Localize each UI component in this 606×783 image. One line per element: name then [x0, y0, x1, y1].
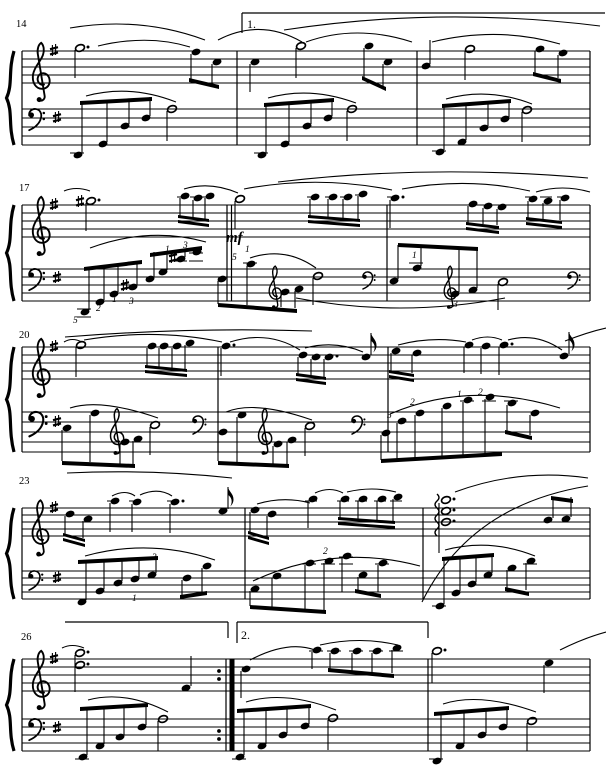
fingering-number: 1	[132, 594, 137, 604]
sharp-sign	[53, 724, 61, 731]
augmentation-dot	[444, 649, 447, 652]
slur	[565, 328, 606, 341]
quarter-notehead	[90, 409, 101, 418]
sharp-sign	[53, 274, 61, 281]
bass-clef	[568, 272, 581, 289]
dynamic-marking: mf	[226, 230, 243, 246]
beam	[533, 72, 561, 83]
quarter-notehead	[391, 347, 402, 356]
quarter-notehead	[393, 493, 404, 502]
treble-clef-glyph	[114, 451, 118, 455]
half-notehead	[465, 45, 476, 54]
sharp-sign	[169, 254, 177, 261]
treble-clef-glyph	[111, 409, 124, 454]
quarter-notehead	[499, 341, 510, 350]
bass-clef-glyph	[43, 272, 46, 275]
system-brace	[7, 205, 15, 301]
quarter-notehead	[390, 194, 401, 203]
repeat-dot	[217, 737, 221, 741]
bass-clef-glyph	[363, 423, 365, 425]
slur	[320, 641, 398, 646]
fingering-number: 2	[323, 547, 328, 557]
fingering-number: 5	[232, 253, 237, 263]
beam	[80, 703, 148, 711]
system-brace	[7, 51, 15, 145]
system-brace	[7, 659, 15, 751]
beam	[78, 556, 158, 564]
slur	[218, 29, 302, 42]
quarter-notehead	[528, 195, 539, 204]
quarter-notehead	[180, 192, 191, 201]
quarter-notehead	[205, 192, 216, 201]
eighth-flag	[371, 333, 377, 353]
eighth-flag	[228, 487, 234, 507]
quarter-notehead	[182, 574, 193, 583]
slur	[244, 182, 392, 190]
bass-clef-glyph	[352, 416, 362, 434]
beam	[398, 243, 478, 251]
quarter-notehead	[340, 495, 351, 504]
quarter-notehead	[221, 342, 232, 351]
slur	[398, 340, 466, 345]
slur	[432, 34, 560, 44]
bass-clef-glyph	[363, 272, 373, 289]
slur	[67, 472, 232, 478]
quarter-notehead	[535, 45, 546, 54]
fingering-number: 1	[412, 251, 417, 261]
quarter-notehead	[497, 203, 508, 212]
half-notehead	[328, 714, 339, 723]
quarter-notehead	[218, 428, 229, 437]
augmentation-dot	[336, 355, 339, 358]
fingering-number: 3	[129, 297, 134, 307]
half-notehead	[235, 195, 246, 204]
treble-clef	[269, 266, 281, 309]
quarter-notehead	[132, 498, 143, 507]
quarter-notehead	[287, 436, 298, 445]
quarter-notehead	[172, 342, 183, 351]
bass-clef-glyph	[43, 112, 46, 115]
quarter-notehead	[191, 48, 202, 57]
augmentation-dot	[182, 500, 185, 503]
quarter-notehead	[312, 646, 323, 655]
quarter-notehead	[308, 495, 319, 504]
fingering-number: 1	[112, 295, 117, 305]
quarter-notehead	[442, 402, 453, 411]
treble-clef-glyph	[37, 705, 42, 710]
beam	[434, 706, 509, 716]
quarter-notehead	[415, 409, 426, 418]
treble-clef-glyph	[269, 266, 281, 308]
bass-clef-glyph	[363, 418, 365, 420]
bass-clef	[193, 416, 207, 434]
bass-clef-glyph	[43, 278, 46, 281]
bass-clef-glyph	[29, 412, 43, 436]
bass-clef-glyph	[579, 274, 581, 276]
bass-clef-glyph	[41, 573, 43, 575]
beam	[218, 303, 297, 313]
quarter-notehead	[273, 440, 284, 449]
bass-clef-glyph	[374, 279, 376, 281]
treble-clef	[33, 651, 50, 710]
treble-clef-glyph	[36, 552, 41, 557]
bass-clef-glyph	[29, 269, 41, 290]
quarter-notehead	[328, 193, 339, 202]
slur	[278, 172, 588, 182]
treble-clef-glyph	[259, 409, 272, 454]
beam	[355, 589, 381, 598]
half-notehead	[527, 717, 538, 726]
bass-clef-glyph	[45, 422, 48, 425]
quarter-notehead	[110, 497, 121, 506]
slur	[536, 188, 590, 192]
slur	[402, 183, 530, 191]
fingering-number: 1	[245, 245, 250, 255]
slur	[70, 24, 205, 40]
bass-clef-glyph	[43, 118, 46, 121]
augmentation-dot	[453, 520, 456, 523]
system-brace	[7, 347, 15, 452]
slur	[98, 40, 190, 47]
fingering-number: 2	[96, 304, 101, 314]
sharp-sign	[76, 198, 84, 205]
slur	[140, 491, 172, 496]
bass-clef-glyph	[204, 423, 206, 425]
quarter-notehead	[170, 498, 181, 507]
quarter-notehead	[463, 396, 474, 405]
quarter-notehead	[147, 342, 158, 351]
quarter-notehead	[485, 393, 496, 402]
bass-clef-glyph	[568, 272, 578, 289]
quarter-notehead	[377, 495, 388, 504]
slur	[257, 500, 310, 504]
quarter-notehead	[507, 399, 518, 408]
slur	[64, 189, 90, 192]
bass-clef-glyph	[29, 719, 41, 740]
bass-clef-glyph	[41, 579, 43, 581]
quarter-notehead	[311, 353, 322, 362]
volta-label: 1.	[247, 17, 256, 31]
fingering-number: 2	[478, 388, 483, 398]
quarter-notehead	[352, 647, 363, 656]
slur	[315, 490, 343, 494]
half-notehead	[305, 422, 316, 431]
bass-clef	[352, 416, 366, 434]
quarter-notehead	[544, 659, 555, 668]
fingering-number: 3	[152, 553, 157, 563]
fingering-number: 1	[457, 390, 462, 400]
treble-clef-glyph	[37, 97, 42, 102]
slur	[305, 345, 363, 352]
augmentation-dot	[98, 199, 101, 202]
sharp-sign	[121, 282, 129, 289]
measure-number: 17	[19, 183, 30, 194]
slur	[284, 17, 600, 30]
quarter-notehead	[62, 424, 73, 433]
slur	[250, 254, 316, 268]
beam	[551, 496, 573, 503]
augmentation-dot	[453, 509, 456, 512]
slur	[84, 334, 222, 342]
slur	[472, 337, 502, 340]
quarter-notehead	[559, 352, 570, 361]
quarter-notehead	[202, 562, 213, 571]
quarter-notehead	[560, 194, 571, 203]
beam	[218, 461, 289, 468]
measure-number: 20	[19, 330, 30, 341]
quarter-notehead	[543, 197, 554, 206]
repeat-dot	[217, 729, 221, 733]
quarter-notehead	[364, 42, 375, 51]
bass-clef-glyph	[579, 279, 581, 281]
measure-number: 23	[19, 476, 30, 487]
measure-number: 26	[21, 632, 32, 643]
half-notehead	[296, 42, 307, 51]
fingering-number: 2	[410, 398, 415, 408]
half-notehead	[441, 496, 452, 505]
quarter-notehead	[342, 552, 353, 561]
bass-clef-glyph	[45, 415, 48, 418]
quarter-notehead	[358, 495, 369, 504]
half-notehead	[86, 197, 97, 206]
quarter-notehead	[298, 351, 309, 360]
eighth-flag	[569, 332, 575, 352]
quarter-notehead	[310, 193, 321, 202]
half-notehead	[75, 661, 86, 670]
quarter-notehead	[267, 510, 278, 519]
bass-clef	[363, 272, 376, 289]
augmentation-dot	[453, 498, 456, 501]
slur	[62, 646, 84, 649]
quarter-notehead	[361, 353, 372, 362]
treble-clef	[33, 197, 50, 256]
fingering-number: 1	[165, 245, 170, 255]
bass-clef-glyph	[204, 418, 206, 420]
repeat-dot	[217, 677, 221, 681]
quarter-notehead	[397, 417, 408, 426]
quarter-notehead	[543, 516, 554, 525]
quarter-notehead	[343, 193, 354, 202]
quarter-notehead	[250, 506, 261, 515]
quarter-notehead	[241, 665, 252, 674]
quarter-notehead	[358, 190, 369, 199]
fingering-number: 5	[387, 411, 392, 421]
fingering-number: 3	[453, 300, 458, 310]
augmentation-dot	[87, 651, 90, 654]
quarter-notehead	[481, 342, 492, 351]
slur	[230, 338, 300, 351]
treble-clef	[33, 339, 50, 398]
system-brace	[7, 508, 15, 599]
quarter-notehead	[468, 200, 479, 209]
repeat-dot	[217, 669, 221, 673]
slur	[184, 186, 238, 193]
half-notehead	[75, 649, 86, 658]
quarter-notehead	[159, 342, 170, 351]
quarter-notehead	[483, 202, 494, 211]
augmentation-dot	[87, 46, 90, 49]
augmentation-dot	[511, 343, 514, 346]
beam	[328, 668, 394, 678]
quarter-notehead	[330, 647, 341, 656]
bass-clef	[29, 719, 45, 740]
beam	[237, 704, 311, 713]
treble-clef-glyph	[262, 451, 266, 455]
slur	[250, 647, 315, 660]
quarter-notehead	[65, 510, 76, 519]
slur	[112, 493, 135, 497]
quarter-notehead	[193, 194, 204, 203]
beam	[442, 99, 511, 108]
beam	[80, 97, 152, 105]
bass-clef	[29, 412, 48, 436]
quarter-notehead	[412, 349, 423, 358]
quarter-notehead	[324, 353, 335, 362]
slur	[65, 330, 312, 337]
bass-clef-glyph	[374, 274, 376, 276]
treble-clef	[33, 43, 50, 102]
measure-number: 14	[16, 19, 27, 30]
beam	[505, 587, 529, 596]
quarter-notehead	[185, 339, 196, 348]
quarter-notehead	[381, 429, 392, 438]
bass-clef	[29, 269, 45, 290]
augmentation-dot	[402, 196, 405, 199]
quarter-notehead	[530, 409, 541, 418]
fingering-number: 3	[183, 241, 188, 251]
fingering-number: 5	[73, 316, 78, 326]
quarter-notehead	[372, 647, 383, 656]
augmentation-dot	[87, 663, 90, 666]
half-notehead	[313, 272, 324, 281]
treble-clef	[33, 500, 49, 556]
quarter-notehead	[120, 438, 131, 447]
volta-label: 2.	[241, 628, 250, 642]
beam	[250, 605, 326, 614]
slur	[560, 632, 606, 650]
half-notehead	[522, 106, 533, 115]
half-notehead	[432, 647, 443, 656]
augmentation-dot	[233, 344, 236, 347]
slur	[306, 33, 412, 42]
bass-clef-glyph	[43, 722, 46, 725]
beam	[62, 461, 135, 468]
bass-clef	[29, 571, 44, 590]
bass-clef-glyph	[29, 571, 40, 590]
slur	[508, 338, 562, 350]
bass-clef-glyph	[193, 416, 203, 434]
slur	[347, 489, 396, 492]
treble-clef-glyph	[37, 251, 42, 256]
beam	[264, 98, 334, 107]
bass-clef-glyph	[43, 728, 46, 731]
slur	[296, 298, 505, 308]
treble-clef-glyph	[37, 393, 42, 398]
quarter-notehead	[558, 49, 569, 58]
